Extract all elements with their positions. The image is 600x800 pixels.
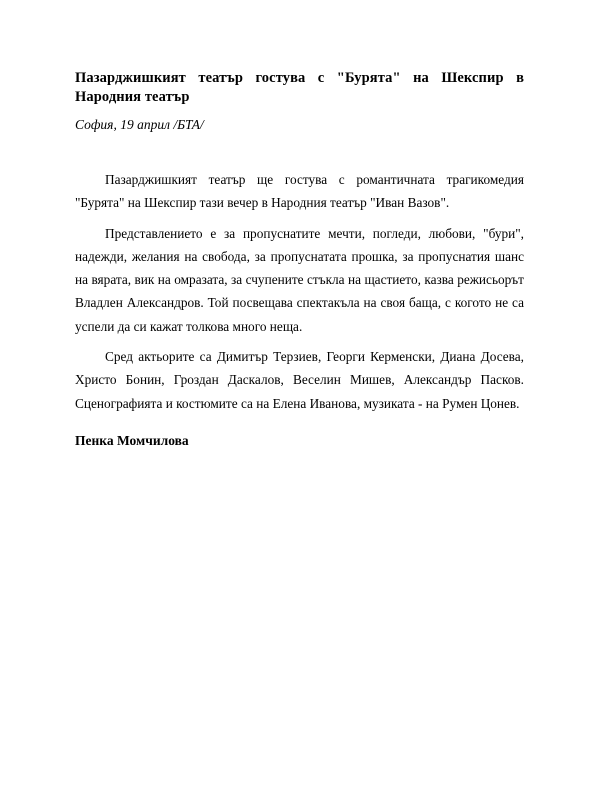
article-paragraph: Сред актьорите са Димитър Терзиев, Георги Керменски, Диана Досева, Христо Бонин, Гроздан Даскалов, Веселин Мишев, Александър Пасков. Сценографията и костюмите са на Елена Иванова, музиката - на Румен Цонев. bbox=[75, 349, 524, 411]
article-paragraph: Пазарджишкият театър ще гостува с романтичната трагикомедия "Бурята" на Шекспир тази вечер в Народния театър "Иван Вазов". bbox=[75, 172, 524, 211]
article-body bbox=[75, 168, 524, 422]
article-paragraph: Представлението е за пропуснатите мечти, погледи, любови, "бури", надежди, желания на свобода, за пропуснатата прошка, за пропуснатия шанс на вярата, вик на омразата, за счупените стъкла на щастието, казва режисьорът Владлен Александров. Той посвещава спектакъла на своя баща, с когото не са успели да си кажат толкова много неща. bbox=[75, 225, 524, 334]
article-dateline: София, 19 април /БТА/ bbox=[75, 117, 204, 132]
article-headline: Пазарджишкият театър гостува с "Бурята" на Шекспир в Народния театър bbox=[75, 70, 524, 105]
article-author: Пенка Момчилова bbox=[75, 433, 189, 448]
